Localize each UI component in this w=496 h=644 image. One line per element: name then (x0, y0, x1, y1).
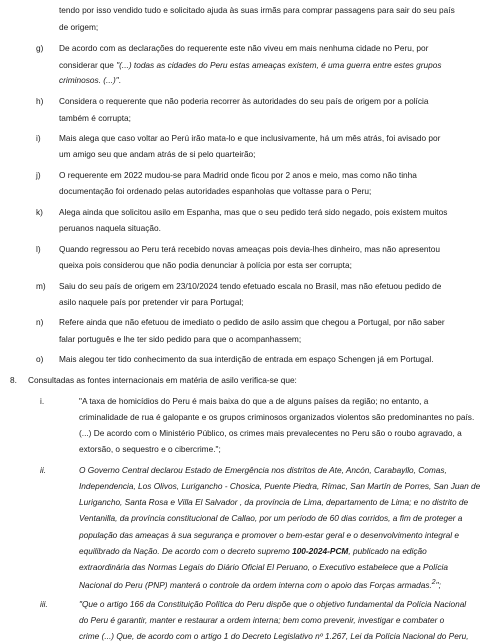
paragraph-line: criminalidade de rua é galopante e os grupos criminosos organizados violentos são predominantes no país. (79, 411, 475, 422)
paragraph-line: Saiu do seu país de origem em 23/10/2024 tendo efetuado escala no Brasil, mas não efetuou pedido de (59, 280, 442, 291)
paragraph-line: asilo naquele país por pretender vir para Portugal; (59, 296, 244, 307)
decree-number: 100-2024-PCM (292, 545, 349, 556)
text-run: considerar que (59, 59, 117, 70)
list-marker: k) (36, 206, 43, 217)
list-marker: h) (36, 96, 44, 107)
paragraph-line: de origem; (59, 21, 99, 32)
paragraph-line: Quando regressou ao Peru terá recebido novas ameaças pois devia-lhes dinheiro, mas não apresentou (59, 243, 440, 254)
paragraph-line: população das ameaças à sua segurança e promover o bem-estar geral e o desenvolvimento integral e (79, 529, 460, 540)
paragraph-line: Mais alegou ter tido conhecimento da sua interdição de entrada em espaço Schengen já em Portugal. (59, 354, 434, 365)
paragraph-line: Mais alega que caso voltar ao Perú irão mata-lo e que inclusivamente, há um mês atrás, foi avisado por (59, 133, 441, 144)
paragraph-line: (...) De acordo com o Ministério Público, os crimes mais prevalecentes no Peru são o roubo agravado, a (79, 428, 462, 438)
paragraph-line: também é corrupta; (59, 112, 131, 123)
paragraph-line: Considera o requerente que não poderia recorrer às autoridades do seu país de origem por a polícia (59, 96, 429, 107)
paragraph-line: Ventanilla, da província constitucional de Callao, por um período de 60 dias corridos, a fim de proteger a (79, 513, 463, 524)
paragraph-line: Independencia, Los Olivos, Lurigancho - Chosica, Puente Piedra, Rímac, San Martín de Porres, San Juan de (79, 481, 481, 491)
list-marker: iii. (40, 598, 48, 609)
paragraph-line: peruanos naquela situação. (59, 223, 161, 234)
paragraph-line (79, 543, 427, 559)
footnote-ref: 2 (431, 579, 436, 586)
list-marker: g) (36, 42, 44, 53)
paragraph-line (59, 57, 442, 73)
paragraph-line: falar português e lhe ter sido pedido para que o acompanhassem; (59, 333, 302, 344)
list-marker: o) (36, 354, 44, 365)
list-marker: j) (36, 170, 41, 181)
text-run: "; (435, 579, 441, 590)
paragraph-line: documentação foi ordenado pelas autoridades espanholas que voltasse para o Peru; (59, 186, 372, 197)
paragraph-line: tendo por isso vendido tudo e solicitado ajuda às suas irmãs para comprar passagens para sair do seu país (59, 4, 455, 15)
paragraph-line: Alega ainda que solicitou asilo em Espanha, mas que o seu pedido terá sido negado, pois existem muitos (59, 206, 448, 217)
paragraph-line: O Governo Central declarou Estado de Emergência nos distritos de Ate, Ancón, Carabayllo, Comas, (79, 464, 447, 475)
paragraph-line: Refere ainda que não efetuou de imediato o pedido de asilo assim que chegou a Portugal, por não saber (59, 317, 445, 328)
section-number: 8. (10, 374, 17, 385)
quoted-text: "(...) todas as cidades do Peru estas ameaças existem, é uma guerra entre estes grupos (116, 59, 442, 70)
list-marker: i. (40, 395, 45, 406)
paragraph-line: O requerente em 2022 mudou-se para Madrid onde ficou por 2 anos e meio, mas como não tinha (59, 170, 417, 181)
paragraph-line: "A taxa de homicídios do Peru é mais baixa do que a de alguns países da região; no entanto, a (79, 395, 429, 406)
text-run: . (118, 74, 121, 85)
text-run: equilibrado da Nação. De acordo com o decreto supremo (79, 545, 293, 556)
paragraph-line: do Peru é garantir, manter e restaurar a ordem interna; bem como prevenir, investigar e combater o (79, 614, 445, 625)
paragraph-line: Lurigancho, Santa Rosa e Villa El Salvador , da província de Lima, departamento de Lima; e no distrito de (79, 497, 469, 508)
paragraph-line: "Que o artigo 166 da Constituição Política do Peru dispõe que o objetivo fundamental da Polícia Nacional (79, 598, 467, 609)
list-marker: i) (36, 133, 41, 144)
paragraph-line: queixa pois considerou que não podia denunciar à polícia por esta ser corrupta; (59, 259, 352, 270)
paragraph-line (59, 72, 121, 88)
list-marker: n) (36, 317, 44, 328)
paragraph-line: um amigo seu que andam atrás de si pelo quarteirão; (59, 149, 256, 160)
list-marker: ii. (40, 464, 46, 475)
text-run: , publicado na edição (348, 545, 427, 556)
paragraph-line: De acordo com as declarações do requerente este não viveu em mais nenhuma cidade no Peru, por (59, 42, 429, 53)
section-heading: Consultadas as fontes internacionais em matéria de asilo verifica-se que: (28, 374, 297, 385)
paragraph-line: extorsão, o sequestro e o cibercrime."; (79, 444, 221, 455)
list-marker: m) (36, 280, 46, 291)
paragraph-line: extraordinária das Normas Legais do Diário Oficial El Peruano, o Executivo estabelece que a Polícia (79, 561, 448, 572)
quoted-text: criminosos. (...)" (59, 74, 119, 85)
list-marker: l) (36, 243, 41, 254)
paragraph-line: crime (...) Que, de acordo com o artigo 1 do Decreto Legislativo nº 1.267, Lei da Polícia Nacional do Peru, (79, 631, 469, 641)
paragraph-line (79, 575, 441, 593)
text-run: Nacional do Peru (PNP) manterá o controle da ordem interna com o apoio das Forças armadas. (79, 579, 432, 590)
